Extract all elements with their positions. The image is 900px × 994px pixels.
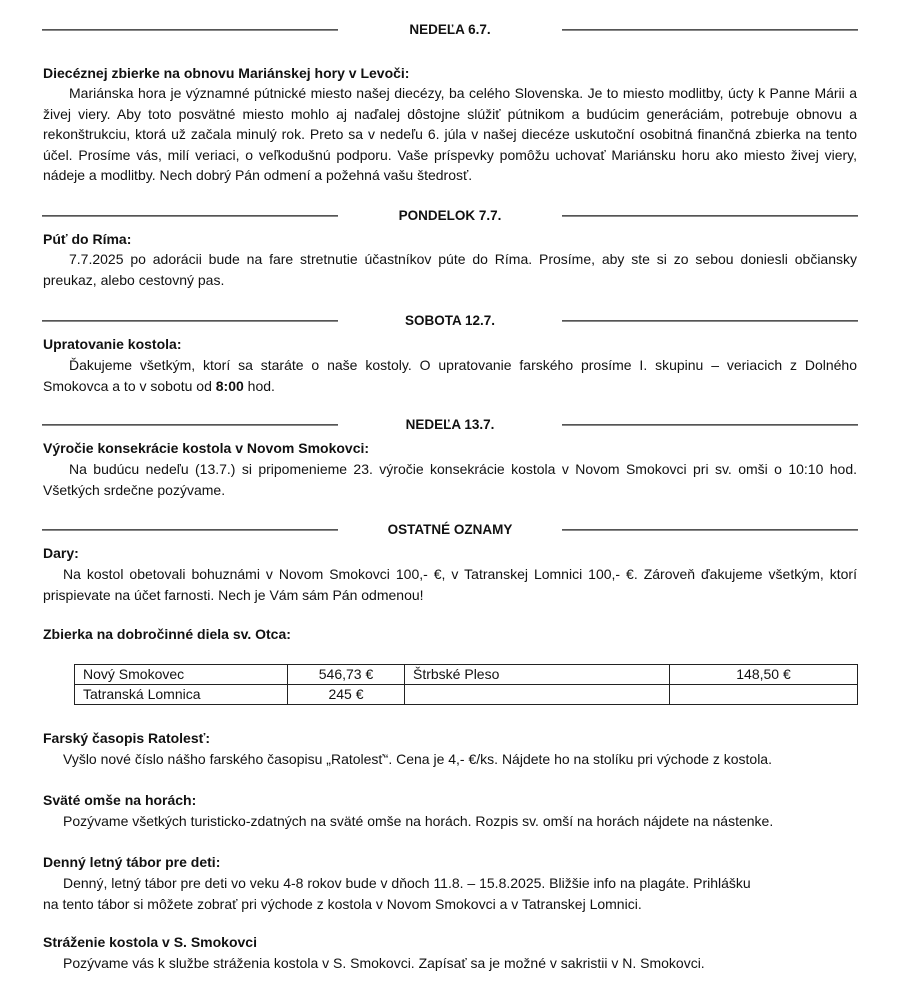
- item-title-dary: Dary:: [43, 545, 79, 561]
- item-title-put: Púť do Ríma:: [43, 231, 132, 247]
- item-text-tabor: [43, 873, 857, 914]
- item-body: Na kostol obetovali bohuznámi v Novom Smokovci 100,- €, v Tatranskej Lomnici 100,- €. Zároveň ďakujeme všetkým, ktorí prispievate na účet farnosti. Nech je Vám sám Pán odmenou!: [43, 566, 857, 603]
- table-row: [75, 685, 858, 705]
- table-cell: Tatranská Lomnica: [75, 685, 288, 705]
- table-cell: 148,50 €: [670, 665, 858, 685]
- collection-table: [74, 664, 858, 705]
- divider-rule-left: [42, 424, 338, 426]
- section-heading: PONDELOK 7.7.: [398, 208, 502, 223]
- table-row: [75, 665, 858, 685]
- item-title-tabor: Denný letný tábor pre deti:: [43, 854, 221, 870]
- item-title-casopis: Farský časopis Ratolesť:: [43, 730, 211, 746]
- item-title-zbierka: Zbierka na dobročinné diela sv. Otca:: [43, 626, 291, 642]
- divider-rule-left: [42, 320, 338, 322]
- divider-rule-right: [562, 320, 858, 322]
- item-title-straz: Stráženie kostola v S. Smokovci: [43, 934, 257, 950]
- item-text-straz: [43, 953, 857, 974]
- section-divider-nedela-6-7: [42, 20, 858, 40]
- divider-rule-left: [42, 29, 338, 31]
- item-title-marianska: Diecéznej zbierke na obnovu Mariánskej hory v Levoči:: [43, 65, 410, 81]
- item-title-upratovanie: Upratovanie kostola:: [43, 336, 182, 352]
- section-divider-sobota-12-7: [42, 311, 858, 331]
- item-time: 8:00: [215, 377, 244, 394]
- item-text-vyrocie: [43, 459, 857, 500]
- table-cell: Štrbské Pleso: [405, 665, 670, 685]
- item-title-omse: Sväté omše na horách:: [43, 792, 197, 808]
- item-body: Pozývame vás k službe stráženia kostola v S. Smokovci. Zapísať sa je možné v sakristii v N. Smokovci.: [63, 955, 705, 971]
- item-text-put: [43, 249, 857, 290]
- table-cell: 546,73 €: [288, 665, 405, 685]
- section-heading: SOBOTA 12.7.: [404, 313, 496, 328]
- table-cell: Nový Smokovec: [75, 665, 288, 685]
- item-body-a: Ďakujeme všetkým, ktorí sa staráte o naše kostoly. O upratovanie farského prosíme I. skupinu – veriacich z Dolného Smokovca a to v sobotu od: [43, 357, 857, 394]
- divider-rule-left: [42, 529, 338, 531]
- divider-rule-right: [562, 424, 858, 426]
- table-cell: [670, 685, 858, 705]
- section-heading: NEDEĽA 13.7.: [405, 417, 495, 432]
- item-body: Pozývame všetkých turisticko-zdatných na sväté omše na horách. Rozpis sv. omší na horách nájdete na nástenke.: [63, 813, 774, 829]
- item-text-dary: [43, 564, 857, 605]
- section-heading: NEDEĽA 6.7.: [409, 22, 491, 37]
- item-text-casopis: [43, 749, 857, 770]
- section-heading: OSTATNÉ OZNAMY: [387, 522, 513, 537]
- item-body: Vyšlo nové číslo nášho farského časopisu „Ratolesť“. Cena je 4,- €/ks. Nájdete ho na stolíku pri východe z kostola.: [63, 751, 772, 767]
- divider-rule-left: [42, 215, 338, 217]
- section-divider-pondelok-7-7: [42, 206, 858, 226]
- item-text-omse: [43, 811, 857, 832]
- table-cell: 245 €: [288, 685, 405, 705]
- divider-rule-right: [562, 215, 858, 217]
- item-text-marianska: [43, 83, 857, 186]
- item-body: 7.7.2025 po adorácii bude na fare stretnutie účastníkov púte do Ríma. Prosíme, aby ste si zo sebou doniesli občiansky preukaz, alebo cestovný pas.: [43, 251, 857, 288]
- item-body-line2: na tento tábor si môžete zobrať pri východe z kostola v Novom Smokovci a v Tatranskej Lomnici.: [43, 895, 642, 912]
- item-body: Na budúcu nedeľu (13.7.) si pripomenieme 23. výročie konsekrácie kostola v Novom Smokovci pri sv. omši o 10:10 hod. Všetkých srdečne pozývame.: [43, 461, 857, 498]
- section-divider-nedela-13-7: [42, 415, 858, 435]
- section-divider-ostatne-oznamy: [42, 520, 858, 540]
- item-title-vyrocie: Výročie konsekrácie kostola v Novom Smokovci:: [43, 440, 370, 456]
- item-body-b: hod.: [243, 377, 275, 394]
- item-text-upratovanie: [43, 355, 857, 396]
- divider-rule-right: [562, 29, 858, 31]
- item-body-line1: Denný, letný tábor pre deti vo veku 4-8 rokov bude v dňoch 11.8. – 15.8.2025. Bližšie info na plagáte. Prihlášku: [63, 875, 751, 891]
- divider-rule-right: [562, 529, 858, 531]
- item-body: Mariánska hora je významné pútnické miesto našej diecézy, ba celého Slovenska. Je to miesto modlitby, úcty k Panne Márii a živej viery. Aby toto posvätné miesto mohlo aj naďalej dôstojne slúžiť pútnikom a budúcim generáciám, potrebuje obnovu a rekonštrukciu, ktorá už začala minulý rok. Preto sa v nedeľu 6. júla v našej diecéze uskutoční osobitná finančná zbierka na tento účel. Prosíme vás, milí veriaci, o veľkodušnú podporu. Vaše príspevky pomôžu uchovať Mariánsku horu ako miesto živej viery, nádeje a modlitby. Nech dobrý Pán odmení a požehná vašu štedrosť.: [43, 85, 857, 183]
- table-cell: [405, 685, 670, 705]
